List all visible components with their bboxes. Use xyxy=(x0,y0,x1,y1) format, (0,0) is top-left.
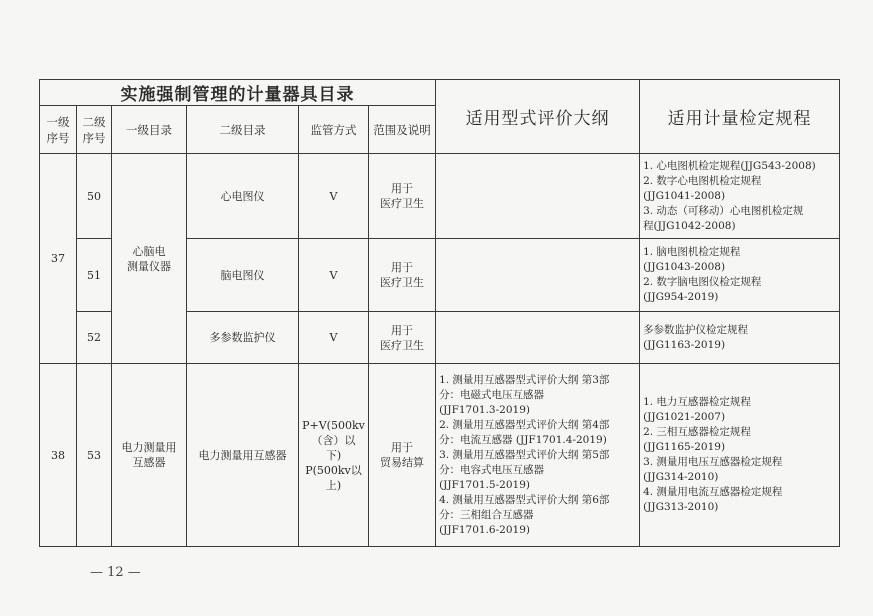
scope: 用于 医疗卫生 xyxy=(369,154,436,239)
level1-catalog: 心脑电 测量仪器 xyxy=(112,154,187,364)
supervision-method: V xyxy=(299,154,369,239)
level2-catalog: 多参数监护仪 xyxy=(187,312,299,364)
scope: 用于 贸易结算 xyxy=(369,364,436,547)
scope: 用于 医疗卫生 xyxy=(369,239,436,312)
level1-no: 37 xyxy=(40,154,77,364)
header-level2-catalog: 二级目录 xyxy=(187,106,299,154)
header-verification: 适用计量检定规程 xyxy=(640,80,840,154)
supervision-method: V xyxy=(299,239,369,312)
instrument-catalog-table xyxy=(39,79,840,547)
page-number: — 12 — xyxy=(90,565,141,580)
header-type-evaluation: 适用型式评价大纲 xyxy=(436,80,640,154)
supervision-method: V xyxy=(299,312,369,364)
verification-regulation: 多参数监护仪检定规程 (JJG1163-2019) xyxy=(640,312,840,364)
level1-no: 38 xyxy=(40,364,77,547)
scope: 用于 医疗卫生 xyxy=(369,312,436,364)
level2-no: 53 xyxy=(77,364,112,547)
verification-regulation: 1. 心电图机检定规程(JJG543-2008) 2. 数字心电图机检定规程 (JJG1041-2008) 3. 动态（可移动）心电图机检定规 程(JJG1042-2008) xyxy=(640,154,840,239)
supervision-method: P+V(500kv （含）以 下) P(500kv以 上) xyxy=(299,364,369,547)
table-row xyxy=(40,154,840,239)
title-row xyxy=(40,80,840,106)
table-row xyxy=(40,364,840,547)
level2-catalog: 电力测量用互感器 xyxy=(187,364,299,547)
header-level1-no: 一级 序号 xyxy=(40,106,77,154)
verification-regulation: 1. 电力互感器检定规程 (JJG1021-2007) 2. 三相互感器检定规程 (JJG1165-2019) 3. 测量用电压互感器检定规程 (JJG314-2010) 4. 测量用电流互感器检定规程 (JJG313-2010) xyxy=(640,364,840,547)
type-evaluation xyxy=(436,239,640,312)
type-evaluation xyxy=(436,312,640,364)
level2-catalog: 心电图仪 xyxy=(187,154,299,239)
level2-no: 52 xyxy=(77,312,112,364)
type-evaluation: 1. 测量用互感器型式评价大纲 第3部 分：电磁式电压互感器 (JJF1701.3-2019) 2. 测量用互感器型式评价大纲 第4部 分：电流互感器 (JJF1701.4-2019) 3. 测量用互感器型式评价大纲 第5部 分：电容式电压互感器 (JJF1701.5-2019) 4. 测量用互感器型式评价大纲 第6部 分：三相组合互感器 (JJF1701.6-2019) xyxy=(436,364,640,547)
level2-catalog: 脑电图仪 xyxy=(187,239,299,312)
table-title: 实施强制管理的计量器具目录 xyxy=(40,80,436,106)
verification-regulation: 1. 脑电图机检定规程 (JJG1043-2008) 2. 数字脑电图仪检定规程 (JJG954-2019) xyxy=(640,239,840,312)
header-level2-no: 二级 序号 xyxy=(77,106,112,154)
level2-no: 50 xyxy=(77,154,112,239)
header-scope: 范围及说明 xyxy=(369,106,436,154)
header-supervision: 监管方式 xyxy=(299,106,369,154)
level1-catalog: 电力测量用 互感器 xyxy=(112,364,187,547)
type-evaluation xyxy=(436,154,640,239)
header-level1-catalog: 一级目录 xyxy=(112,106,187,154)
level2-no: 51 xyxy=(77,239,112,312)
